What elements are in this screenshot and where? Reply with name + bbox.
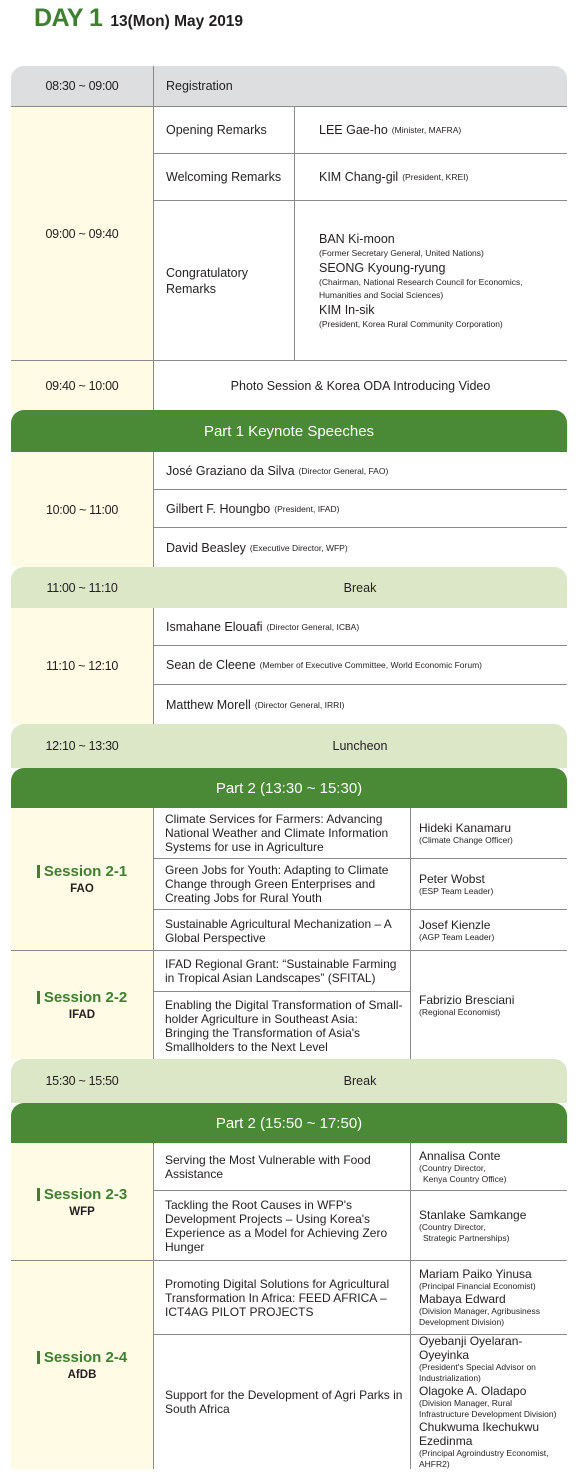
session-topic: Serving the Most Vulnerable with Food Assistance [154, 1143, 410, 1191]
keynote-speaker: Ismahane Elouafi (Director General, ICBA) [154, 608, 567, 646]
session-topic: Green Jobs for Youth: Adapting to Climate Change through Green Enterprises and Creating Jobs for Rural Youth [154, 859, 410, 910]
session-title: Session 2-4 [43, 1349, 128, 1366]
time-cell: 10:00 ~ 11:00 [46, 502, 118, 517]
session-org: WFP [69, 1205, 95, 1218]
time-cell: 08:30 ~ 09:00 [45, 79, 119, 93]
break-label: Break [343, 1074, 377, 1088]
presenter: Josef Kienzle (AGP Team Leader) [410, 910, 567, 951]
program-label: Congratulatory Remarks [154, 201, 295, 361]
presenter-group: Oyebanji Oyelaran-Oyeyinka (President's Special Advisor on Industrialization) Olagoke A. Oladapo (Division Manager, Rural Infrastructure Development Division) Chukwuma Ikechukwu Ezedinma (Principal Agroindustry Economist, AHFR2) [410, 1335, 567, 1469]
photo-session-label: Photo Session & Korea ODA Introducing Video [230, 378, 491, 393]
time-cell: 11:10 ~ 12:10 [46, 659, 118, 673]
registration-row [11, 66, 567, 107]
luncheon-label: Luncheon [332, 739, 388, 753]
session-label [11, 1261, 153, 1469]
presenter-group: Mariam Paiko Yinusa (Principal Financial Economist) Mabaya Edward (Division Manager, Agribusiness Development Division) [410, 1261, 567, 1335]
keynote-block-a [11, 452, 567, 567]
session-marker-icon [37, 865, 40, 878]
speaker-affiliation: (Former Secretary General, United Nations) [319, 248, 484, 258]
session-topic: Promoting Digital Solutions for Agricultural Transformation In Africa: FEED AFRICA – ICT4AG PILOT PROJECTS [154, 1261, 410, 1335]
schedule-table [11, 66, 567, 1469]
speaker-name: SEONG Kyoung-ryung [319, 261, 446, 275]
time-cell: 12:10 ~ 13:30 [45, 739, 119, 753]
session-topic: Tackling the Root Causes in WFP's Development Projects – Using Korea's Experience as a Model for Achieving Zero Hunger [165, 1198, 388, 1254]
presenter: Stanlake Samkange (Country Director, Strategic Partnerships) [410, 1191, 567, 1261]
keynote-speaker: Gilbert F. Houngbo (President, IFAD) [154, 490, 567, 528]
session-topic: Climate Services for Farmers: Advancing National Weather and Climate Information Systems for use in Agriculture [154, 808, 410, 859]
presenter: Hideki Kanamaru (Climate Change Officer) [410, 808, 567, 859]
session-marker-icon [37, 991, 40, 1004]
time-cell: 15:30 ~ 15:50 [45, 1074, 119, 1088]
keynote-speaker: Matthew Morell (Director General, IRRI) [166, 697, 345, 712]
time-cell: 09:00 ~ 09:40 [45, 226, 119, 241]
break-label: Break [343, 580, 377, 595]
opening-block [11, 107, 567, 361]
speaker-name: LEE Gae-ho [319, 123, 388, 137]
time-cell: 09:40 ~ 10:00 [45, 378, 119, 393]
program-label: Opening Remarks [154, 107, 295, 153]
speaker-name: KIM Chang-gil [319, 170, 399, 184]
speaker-affiliation: (President, Korea Rural Community Corporation) [319, 319, 503, 329]
session-topic: IFAD Regional Grant: “Sustainable Farming in Tropical Asian Landscapes” (SFITAL) [154, 951, 410, 992]
keynote-speaker: Sean de Cleene (Member of Executive Committee, World Economic Forum) [154, 646, 567, 685]
session-label [11, 1143, 153, 1260]
session-2-4 [11, 1261, 567, 1469]
session-marker-icon [37, 1188, 40, 1201]
program-label: Welcoming Remarks [154, 154, 295, 200]
session-org: FAO [70, 883, 94, 895]
keynote-block-b [11, 608, 567, 724]
break-row [11, 1059, 567, 1103]
photo-session-row [11, 361, 567, 410]
presenter: Annalisa Conte (Country Director, Kenya Country Office) [410, 1143, 567, 1191]
part1-banner: Part 1 Keynote Speeches [11, 410, 567, 452]
session-label [11, 808, 153, 950]
keynote-speaker: José Graziano da Silva (Director General, FAO) [154, 452, 567, 490]
welcoming-remarks-row [154, 154, 567, 201]
session-title: Session 2-1 [43, 863, 128, 880]
session-label [11, 951, 153, 1059]
keynote-speaker: David Beasley (Executive Director, WFP) [166, 540, 348, 555]
part2a-banner: Part 2 (13:30 ~ 15:30) [11, 768, 567, 808]
speaker-name: BAN Ki-moon [319, 232, 395, 246]
session-org: IFAD [68, 1009, 96, 1021]
presenter: Fabrizio Bresciani (Regional Economist) [410, 951, 567, 1059]
session-title: Session 2-3 [43, 1185, 128, 1203]
part2b-banner: Part 2 (15:50 ~ 17:50) [11, 1103, 567, 1143]
break-row [11, 567, 567, 608]
speaker-affiliation: (President, KREI) [402, 172, 469, 182]
session-marker-icon [37, 1351, 40, 1364]
congratulatory-remarks-row [154, 201, 567, 361]
session-topic: Enabling the Digital Transformation of Small-holder Agriculture in Southeast Asia: Bringing the Transformation of Asia's Smallholders to the Next Level [165, 997, 403, 1054]
session-2-2 [11, 951, 567, 1059]
luncheon-row [11, 724, 567, 768]
speaker-affiliation: (Minister, MAFRA) [391, 125, 462, 135]
session-2-3 [11, 1143, 567, 1261]
session-topic: Sustainable Agricultural Mechanization – A Global Perspective [165, 916, 392, 945]
opening-remarks-row [154, 107, 567, 154]
presenter: Peter Wobst (ESP Team Leader) [410, 859, 567, 910]
session-org: AfDB [67, 1369, 97, 1381]
day-date: 13(Mon) May 2019 [110, 13, 244, 30]
session-topic: Support for the Development of Agri Parks in South Africa [165, 1388, 403, 1416]
time-cell: 11:00 ~ 11:10 [46, 580, 118, 595]
session-2-1 [11, 808, 567, 951]
day-title: DAY 1 [34, 4, 103, 32]
page-header [34, 4, 243, 34]
speaker-name: KIM In-sik [319, 303, 375, 317]
session-title: Session 2-2 [43, 989, 128, 1006]
speaker-affiliation: (Chairman, National Research Council for Economics, Humanities and Social Sciences) [319, 277, 523, 300]
registration-label: Registration [166, 79, 233, 93]
